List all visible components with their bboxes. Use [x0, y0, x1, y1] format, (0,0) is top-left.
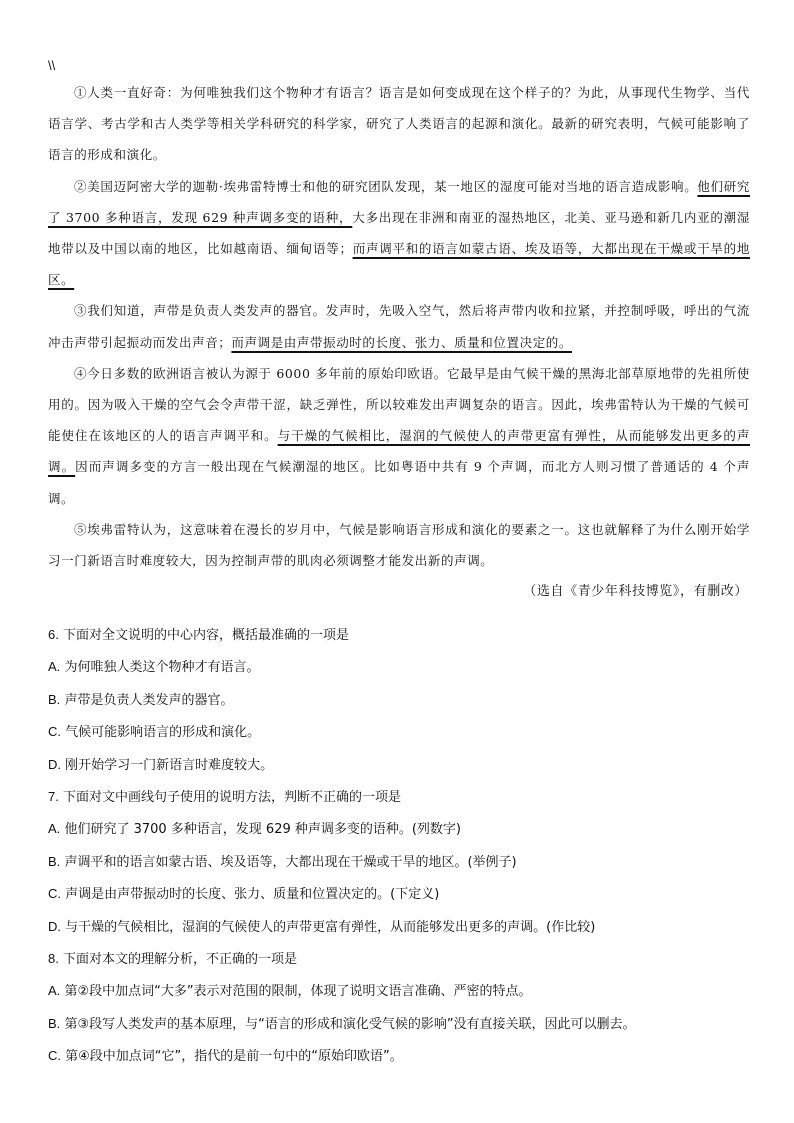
question-8-stem [48, 943, 758, 975]
option-text: 刚开始学习一门新语言时难度较大。 [65, 757, 274, 773]
option-letter: C. [48, 886, 61, 902]
underlined-sentence-4: 与干燥的气候相比，湿润的气候使人的声带更富有弹性，从而能够发出更多的声调。 [48, 428, 750, 475]
option-letter: B. [48, 853, 61, 869]
underlined-sentence-3: 而声调是由声带振动时的长度、张力、质量和位置决定的。 [231, 334, 573, 350]
paragraph-4-text-b: 因而声调多变的方言一般出现在气候潮湿的地区。比如粤语中共有 9 个声调，而北方人则习惯了普通话的 4 个声调。 [48, 459, 750, 506]
paragraph-3 [48, 295, 750, 357]
question-number: 7. [48, 789, 59, 805]
question-text: 下面对本文的理解分析，不正确的一项是 [62, 952, 297, 968]
paragraph-4-text-a: ④今日多数的欧洲语言被认为源于 6000 多年前的原始印欧语。它最早是由气候干燥的黑海北部草原地带的先祖所使用的。因为吸入干燥的空气会令声带干涩，缺乏弹性，所以较难发出声调复杂的语言。因此，埃弗雷特认为干燥的气候可能使住在该地区的人的语言声调平和。 [48, 365, 750, 444]
question-8-option-b [48, 1008, 758, 1040]
option-text: 他们研究了 3700 多种语言，发现 629 种声调多变的语种。(列数字) [64, 822, 462, 838]
question-number: 6. [48, 627, 59, 642]
header-mark: \\ [48, 58, 56, 73]
question-6-option-c [48, 716, 758, 748]
paragraph-2-text-a: ②美国迈阿密大学的迦勒·埃弗雷特博士和他的研究团队发现，某一地区的湿度可能对当地的语言造成影响。 [74, 178, 698, 194]
option-text: 为何唯独人类这个物种才有语言。 [64, 660, 260, 676]
paragraph-4 [48, 358, 750, 514]
option-text: 第③段写人类发声的基本原理，与“语言的形成和演化受气候的影响”没有直接关联，因此可以删去。 [64, 1016, 636, 1032]
source-citation: （选自《青少年科技博览》，有删改） [523, 584, 748, 600]
option-letter: D. [48, 918, 61, 934]
question-7-stem [48, 781, 758, 813]
option-letter: A. [48, 983, 61, 999]
option-letter: B. [48, 691, 61, 707]
option-text: 声调是由声带振动时的长度、张力、质量和位置决定的。(下定义) [65, 887, 440, 903]
question-7-option-a [48, 813, 758, 845]
paragraph-5-text: ⑤埃弗雷特认为，这意味着在漫长的岁月中，气候是影响语言形成和演化的要素之一。这也就解释了为什么刚开始学习一门新语言时难度较大，因为控制声带的肌肉必须调整才能发出新的声调。 [48, 521, 750, 569]
paragraph-3-text: ③我们知道，声带是负责人类发声的器官。发声时，先吸入空气，然后将声带内收和拉紧，并控制呼吸，呼出的气流冲击声带引起振动而发出声音； [48, 303, 750, 350]
question-7-option-d [48, 911, 758, 943]
question-6-option-b [48, 684, 758, 716]
paragraph-1-text: ①人类一直好奇：为何唯独我们这个物种才有语言？语言是如何变成现在这个样子的？为此，从事现代生物学、当代语言学、考古学和古人类学等相关学科研究的科学家，研究了人类语言的起源和演化。最新的研究表明，气候可能影响了语言的形成和演化。 [48, 85, 750, 163]
option-letter: B. [48, 1015, 61, 1031]
option-letter: A. [48, 821, 61, 837]
option-text: 声调平和的语言如蒙古语、埃及语等，大都出现在干燥或干旱的地区。(举例子) [64, 854, 517, 870]
option-letter: C. [48, 724, 61, 740]
question-7-option-c [48, 878, 758, 910]
option-text: 与干燥的气候相比，湿润的气候使人的声带更富有弹性，从而能够发出更多的声调。(作比较) [65, 919, 596, 935]
option-text: 气候可能影响语言的形成和演化。 [65, 725, 261, 741]
paragraph-2 [48, 171, 750, 296]
question-list [48, 619, 758, 1073]
option-letter: D. [48, 756, 61, 772]
paragraph-5 [48, 514, 750, 576]
option-letter: C. [48, 1048, 61, 1064]
question-text: 下面对文中画线句子使用的说明方法，判断不正确的一项是 [62, 790, 401, 806]
option-text: 第②段中加点词“大多”表示对范围的限制，体现了说明文语言准确、严密的特点。 [64, 984, 532, 1000]
question-8-option-c [48, 1040, 758, 1072]
question-7-option-b [48, 846, 758, 878]
option-letter: A. [48, 659, 61, 675]
paragraph-1 [48, 77, 750, 171]
underlined-sentence-2: 而声调平和的语言如蒙古语、埃及语等，大都出现在干燥或干旱的地区。 [48, 241, 750, 288]
option-text: 声带是负责人类发声的器官。 [64, 692, 234, 708]
reading-passage [48, 77, 750, 607]
underlined-sentence-1: 他们研究了 3700 多种语言，发现 629 种声调多变的语种， [48, 178, 751, 225]
question-number: 8. [48, 951, 59, 967]
question-6-stem [48, 619, 758, 651]
paragraph-2-text-b: 大多出现在非洲和南亚的湿热地区，北美、亚马逊和新几内亚的潮湿地带以及中国以南的地区，比如越南语、缅甸语等； [48, 209, 750, 257]
question-6-option-d [48, 749, 758, 781]
question-6-option-a [48, 651, 758, 683]
question-text: 下面对全文说明的中心内容，概括最准确的一项是 [62, 628, 349, 643]
question-8-option-a [48, 975, 758, 1007]
option-text: 第④段中加点词“它”，指代的是前一句中的“原始印欧语”。 [65, 1049, 403, 1065]
